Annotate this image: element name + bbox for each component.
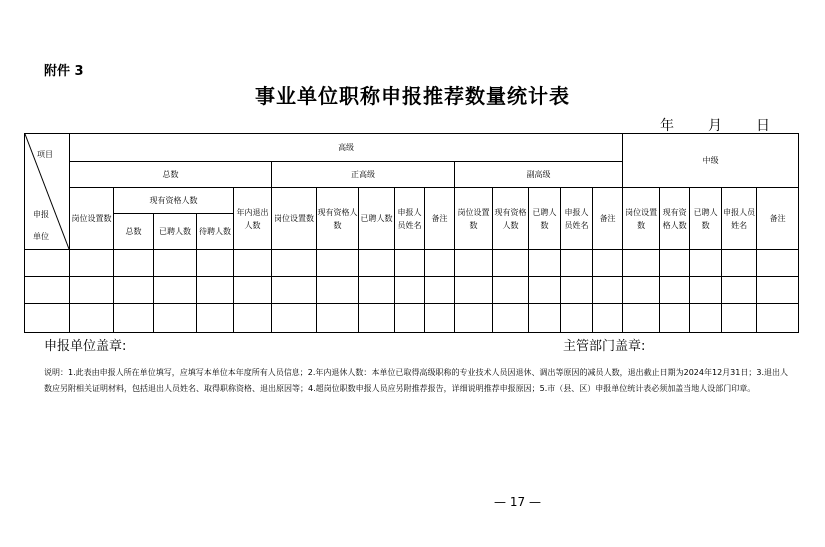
deputy-senior-header: 副高级 (455, 162, 623, 188)
col-mid-post: 岗位设置数 (623, 188, 660, 250)
col-full-hired: 已聘人数 (359, 188, 395, 250)
col-dep-post: 岗位设置数 (455, 188, 493, 250)
intermediate-header: 中级 (623, 134, 799, 188)
col-hired: 已聘人数 (154, 214, 197, 250)
col-mid-hired: 已聘人数 (690, 188, 722, 250)
date-month: 月 (708, 118, 722, 134)
table-row (25, 304, 799, 333)
col-mid-qual: 现有资格人数 (660, 188, 690, 250)
table-row (25, 277, 799, 304)
col-full-qual: 现有资格人数 (317, 188, 359, 250)
department-seal-label: 主管部门盖章: (563, 339, 646, 354)
col-dep-hired: 已聘人数 (529, 188, 561, 250)
page-number: — 17 — (494, 495, 541, 509)
notes-text: 说明：1.此表由申报人所在单位填写，应填写本单位本年度所有人员信息；2.年内退休人数：本单位已取得高级职称的专业技术人员因退休、调出等原因的减员人数，退出截止日期为2024年12月31日；3.退出人数应另附相关证明材料，包括退出人员姓名、取得职称资格、退出原因等；4.超岗位职数申报人员应另附推荐报告，详细说明推荐申报原因；5.市（县、区）申报单位统计表必须加盖当地人设部门印章。 (44, 368, 788, 393)
page-title: 事业单位职称申报推荐数量统计表 (255, 84, 570, 108)
col-full-names: 申报人员姓名 (395, 188, 425, 250)
applicant-unit-seal-label: 申报单位盖章: (44, 339, 127, 354)
col-dep-names: 申报人员姓名 (561, 188, 593, 250)
col-wait: 待聘人数 (197, 214, 234, 250)
col-retire: 年内退出人数 (234, 188, 272, 250)
col-post-set: 岗位设置数 (70, 188, 114, 250)
col-dep-qual: 现有资格人数 (493, 188, 529, 250)
qualified-count-header: 现有资格人数 (114, 188, 234, 214)
senior-header: 高级 (70, 134, 623, 162)
col-full-note: 备注 (425, 188, 455, 250)
date-day: 日 (756, 118, 770, 134)
corner-project-label: 项目 (37, 150, 53, 159)
statistics-table (24, 133, 799, 333)
corner-header-cell (25, 134, 70, 250)
col-dep-note: 备注 (593, 188, 623, 250)
table-row (25, 250, 799, 277)
col-mid-names: 申报人员姓名 (722, 188, 757, 250)
attachment-label: 附件 3 (44, 64, 84, 79)
date-year: 年 (660, 118, 674, 134)
col-full-post: 岗位设置数 (272, 188, 317, 250)
total-header: 总数 (70, 162, 272, 188)
full-senior-header: 正高级 (272, 162, 455, 188)
col-mid-note: 备注 (757, 188, 799, 250)
col-total: 总数 (114, 214, 154, 250)
corner-unit-label: 申报 单位 (33, 210, 49, 241)
